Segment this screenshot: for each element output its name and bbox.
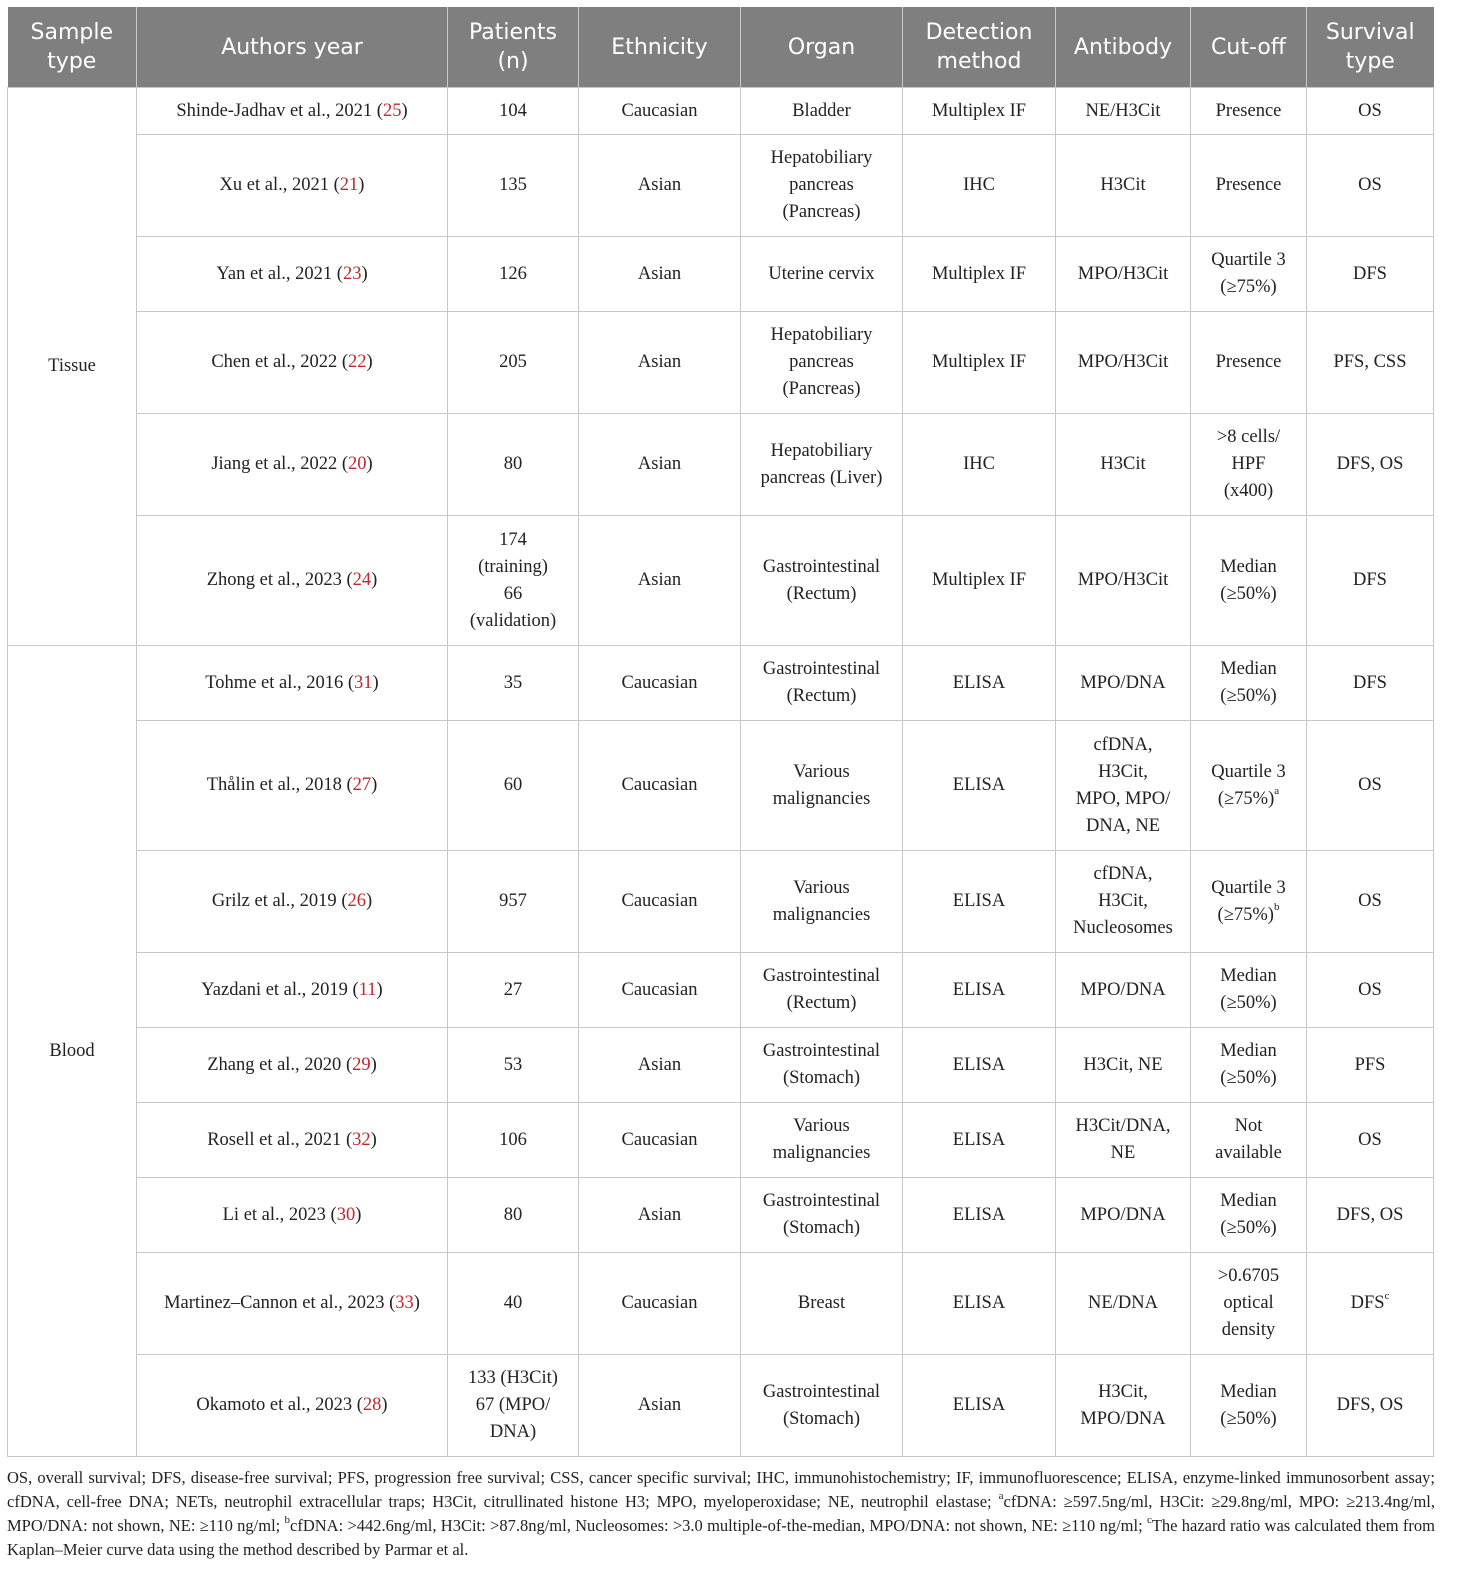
organ-cell: Various malignancies xyxy=(741,721,903,851)
survival-value: DFS, OS xyxy=(1336,1395,1404,1415)
survival-type-cell xyxy=(1307,1253,1434,1355)
antibody-cell: MPO/DNA xyxy=(1056,1178,1191,1253)
patients-cell: 53 xyxy=(448,1028,579,1103)
cutoff-footnote-mark: b xyxy=(1273,901,1280,914)
detection-method-cell: ELISA xyxy=(903,646,1056,721)
header-cutoff: Cut-off xyxy=(1191,7,1307,88)
survival-type-cell xyxy=(1307,516,1434,646)
table-row xyxy=(8,88,1434,135)
author-name: Martinez–Cannon et al., 2023 xyxy=(164,1293,390,1313)
footnote-c: The hazard ratio was calculated them from Kaplan–Meier curve data using the method described by Parmar et al. xyxy=(7,1516,1435,1559)
patients-cell: 106 xyxy=(448,1103,579,1178)
detection-method-cell: Multiplex IF xyxy=(903,516,1056,646)
reference-link[interactable]: 32 xyxy=(352,1129,371,1150)
cutoff-value: Presence xyxy=(1215,175,1282,195)
detection-method-cell: Multiplex IF xyxy=(903,88,1056,135)
antibody-cell: MPO/DNA xyxy=(1056,646,1191,721)
author-name: Jiang et al., 2022 xyxy=(211,454,342,474)
antibody-cell: H3Cit xyxy=(1056,414,1191,516)
ethnicity-cell: Asian xyxy=(579,1028,741,1103)
survival-type-cell xyxy=(1307,851,1434,953)
sample-type-blood: Blood xyxy=(8,646,137,1457)
table-row xyxy=(8,135,1434,237)
author-cell: Martinez–Cannon et al., 2023 (33) xyxy=(137,1253,448,1355)
table-row xyxy=(8,851,1434,953)
reference-link[interactable]: 24 xyxy=(352,570,372,590)
ethnicity-cell: Asian xyxy=(579,237,741,312)
author-name: Yazdani et al., 2019 xyxy=(201,979,353,1000)
header-antibody: Antibody xyxy=(1056,7,1191,88)
header-sample-type: Sample type xyxy=(8,7,137,88)
organ-cell: Bladder xyxy=(741,88,903,135)
survival-value: OS xyxy=(1358,891,1382,911)
reference-link[interactable]: 27 xyxy=(352,775,372,795)
author-name: Grilz et al., 2019 xyxy=(211,891,342,911)
author-name: Shinde-Jadhav et al., 2021 xyxy=(176,100,377,121)
author-cell: Yazdani et al., 2019 (11) xyxy=(137,953,448,1028)
table-row xyxy=(8,1028,1434,1103)
patients-cell: 104 xyxy=(448,88,579,135)
author-cell: Tohme et al., 2016 (31) xyxy=(137,646,448,721)
survival-value: OS xyxy=(1358,979,1382,1000)
author-cell: Zhong et al., 2023 (24) xyxy=(137,516,448,646)
survival-type-cell xyxy=(1307,135,1434,237)
cutoff-value: >0.6705 optical density xyxy=(1217,1266,1280,1340)
cutoff-value: Median (≥50%) xyxy=(1220,966,1277,1013)
reference-link[interactable]: 11 xyxy=(358,979,377,1000)
patients-cell: 80 xyxy=(448,414,579,516)
organ-cell: Hepatobiliary pancreas (Liver) xyxy=(741,414,903,516)
cutoff-cell xyxy=(1191,1178,1307,1253)
footnote-abbreviations: OS, overall survival; DFS, disease-free survival; PFS, progression free survival; CSS, cancer specific survival; IHC, immunohistochemistry; IF, immunofluorescence; ELISA, enzyme-linked immunosorbent assay; cfDNA, cell-free DNA; NETs, neutrophil extracellular traps; H3Cit, citrullinated histone H3; MPO, myeloperoxidase; NE, neutrophil elastase; xyxy=(7,1468,1435,1511)
organ-cell: Hepatobiliary pancreas (Pancreas) xyxy=(741,312,903,414)
survival-type-cell xyxy=(1307,1103,1434,1178)
patients-cell: 27 xyxy=(448,953,579,1028)
patients-cell: 60 xyxy=(448,721,579,851)
table-row xyxy=(8,1355,1434,1457)
reference-link[interactable]: 33 xyxy=(395,1293,414,1313)
antibody-cell: cfDNA, H3Cit, MPO, MPO/ DNA, NE xyxy=(1056,721,1191,851)
reference-link[interactable]: 22 xyxy=(348,352,367,372)
antibody-cell: MPO/H3Cit xyxy=(1056,312,1191,414)
survival-value: DFS, OS xyxy=(1336,454,1404,474)
reference-link[interactable]: 20 xyxy=(348,454,367,474)
cutoff-value: Quartile 3 (≥75%) xyxy=(1211,250,1286,297)
survival-type-cell xyxy=(1307,1178,1434,1253)
ethnicity-cell: Caucasian xyxy=(579,721,741,851)
organ-cell: Various malignancies xyxy=(741,1103,903,1178)
patients-cell: 133 (H3Cit) 67 (MPO/ DNA) xyxy=(448,1355,579,1457)
antibody-cell: H3Cit, NE xyxy=(1056,1028,1191,1103)
cutoff-value: Median (≥50%) xyxy=(1220,556,1277,604)
cutoff-cell xyxy=(1191,1253,1307,1355)
cutoff-cell xyxy=(1191,88,1307,135)
ethnicity-cell: Asian xyxy=(579,414,741,516)
survival-type-cell xyxy=(1307,953,1434,1028)
detection-method-cell: IHC xyxy=(903,414,1056,516)
ethnicity-cell: Caucasian xyxy=(579,88,741,135)
cutoff-value: Presence xyxy=(1215,100,1282,121)
ethnicity-cell: Caucasian xyxy=(579,646,741,721)
footnote-b: cfDNA: >442.6ng/ml, H3Cit: >87.8ng/ml, Nucleosomes: >3.0 multiple-of-the-median, MPO/DNA: not shown, NE: ≥110 ng/ml; xyxy=(290,1516,1147,1535)
footnote-mark-b: b xyxy=(284,1513,291,1526)
reference-link[interactable]: 28 xyxy=(362,1395,382,1415)
antibody-cell: NE/H3Cit xyxy=(1056,88,1191,135)
detection-method-cell: ELISA xyxy=(903,1253,1056,1355)
reference-link[interactable]: 30 xyxy=(336,1204,356,1225)
survival-type-cell xyxy=(1307,414,1434,516)
survival-value: DFS xyxy=(1353,263,1387,284)
table-container xyxy=(7,7,1433,1457)
cutoff-value: Presence xyxy=(1215,352,1282,372)
table-row xyxy=(8,516,1434,646)
detection-method-cell: ELISA xyxy=(903,1028,1056,1103)
patients-cell: 35 xyxy=(448,646,579,721)
antibody-cell: NE/DNA xyxy=(1056,1253,1191,1355)
cutoff-value: Median (≥50%) xyxy=(1220,1041,1277,1088)
cutoff-value: Median (≥50%) xyxy=(1220,659,1277,706)
patients-cell: 174 (training) 66 (validation) xyxy=(448,516,579,646)
header-ethnicity: Ethnicity xyxy=(579,7,741,88)
author-name: Okamoto et al., 2023 xyxy=(196,1395,357,1415)
reference-link[interactable]: 26 xyxy=(347,891,366,911)
survival-footnote-mark: c xyxy=(1384,1289,1390,1302)
table-row xyxy=(8,646,1434,721)
survival-type-cell xyxy=(1307,721,1434,851)
author-name: Li et al., 2023 xyxy=(222,1204,331,1225)
survival-value: OS xyxy=(1358,775,1382,795)
author-cell: Rosell et al., 2021 (32) xyxy=(137,1103,448,1178)
table-row xyxy=(8,721,1434,851)
organ-cell: Gastrointestinal (Stomach) xyxy=(741,1178,903,1253)
survival-value: DFS xyxy=(1350,1293,1385,1313)
detection-method-cell: ELISA xyxy=(903,1355,1056,1457)
author-cell: Chen et al., 2022 (22) xyxy=(137,312,448,414)
organ-cell: Gastrointestinal (Stomach) xyxy=(741,1028,903,1103)
survival-type-cell xyxy=(1307,646,1434,721)
cutoff-value: >8 cells/ HPF (x400) xyxy=(1216,427,1281,501)
survival-value: OS xyxy=(1358,1129,1382,1150)
author-cell: Yan et al., 2021 (23) xyxy=(137,237,448,312)
studies-table xyxy=(7,7,1434,1457)
organ-cell: Uterine cervix xyxy=(741,237,903,312)
survival-value: PFS, CSS xyxy=(1333,352,1407,372)
organ-cell: Gastrointestinal (Rectum) xyxy=(741,646,903,721)
table-row xyxy=(8,414,1434,516)
organ-cell: Gastrointestinal (Rectum) xyxy=(741,516,903,646)
header-row xyxy=(8,7,1434,88)
survival-value: OS xyxy=(1358,100,1382,121)
detection-method-cell: ELISA xyxy=(903,1178,1056,1253)
ethnicity-cell: Caucasian xyxy=(579,1253,741,1355)
reference-link[interactable]: 23 xyxy=(342,263,362,284)
survival-type-cell xyxy=(1307,1355,1434,1457)
survival-value: OS xyxy=(1358,175,1382,195)
cutoff-cell xyxy=(1191,237,1307,312)
detection-method-cell: ELISA xyxy=(903,721,1056,851)
patients-cell: 957 xyxy=(448,851,579,953)
cutoff-value: Quartile 3 (≥75%) xyxy=(1211,877,1286,925)
footnote-mark-c: c xyxy=(1146,1513,1152,1526)
patients-cell: 40 xyxy=(448,1253,579,1355)
ethnicity-cell: Asian xyxy=(579,312,741,414)
author-cell: Xu et al., 2021 (21) xyxy=(137,135,448,237)
table-row xyxy=(8,1103,1434,1178)
cutoff-value: Not available xyxy=(1215,1116,1282,1163)
author-name: Zhong et al., 2023 xyxy=(206,570,347,590)
cutoff-value: Quartile 3 (≥75%) xyxy=(1211,761,1286,809)
author-cell: Jiang et al., 2022 (20) xyxy=(137,414,448,516)
author-name: Zhang et al., 2020 xyxy=(207,1054,346,1075)
survival-value: DFS xyxy=(1353,672,1387,693)
detection-method-cell: Multiplex IF xyxy=(903,312,1056,414)
survival-value: DFS, OS xyxy=(1336,1204,1404,1225)
detection-method-cell: ELISA xyxy=(903,851,1056,953)
footnote-mark-a: a xyxy=(998,1489,1004,1502)
author-cell: Zhang et al., 2020 (29) xyxy=(137,1028,448,1103)
table-row xyxy=(8,1178,1434,1253)
organ-cell: Gastrointestinal (Stomach) xyxy=(741,1355,903,1457)
header-patients: Patients (n) xyxy=(448,7,579,88)
author-name: Xu et al., 2021 xyxy=(219,175,334,195)
cutoff-cell xyxy=(1191,135,1307,237)
patients-cell: 126 xyxy=(448,237,579,312)
cutoff-cell xyxy=(1191,646,1307,721)
antibody-cell: H3Cit, MPO/DNA xyxy=(1056,1355,1191,1457)
ethnicity-cell: Asian xyxy=(579,1178,741,1253)
survival-type-cell xyxy=(1307,312,1434,414)
table-row xyxy=(8,1253,1434,1355)
survival-value: DFS xyxy=(1353,570,1387,590)
antibody-cell: MPO/H3Cit xyxy=(1056,516,1191,646)
organ-cell: Gastrointestinal (Rectum) xyxy=(741,953,903,1028)
organ-cell: Hepatobiliary pancreas (Pancreas) xyxy=(741,135,903,237)
antibody-cell: cfDNA, H3Cit, Nucleosomes xyxy=(1056,851,1191,953)
cutoff-cell xyxy=(1191,1103,1307,1178)
table-body xyxy=(8,88,1434,1457)
header-detection-method: Detection method xyxy=(903,7,1056,88)
reference-link[interactable]: 29 xyxy=(352,1054,371,1075)
reference-link[interactable]: 21 xyxy=(339,175,359,195)
table-footnote xyxy=(7,1466,1435,1562)
sample-type-tissue: Tissue xyxy=(8,88,137,646)
cutoff-cell xyxy=(1191,851,1307,953)
reference-link[interactable]: 25 xyxy=(382,100,402,121)
detection-method-cell: ELISA xyxy=(903,953,1056,1028)
cutoff-cell xyxy=(1191,953,1307,1028)
cutoff-cell xyxy=(1191,414,1307,516)
author-cell: Thålin et al., 2018 (27) xyxy=(137,721,448,851)
cutoff-value: Median (≥50%) xyxy=(1220,1191,1277,1238)
author-name: Yan et al., 2021 xyxy=(216,263,337,284)
ethnicity-cell: Caucasian xyxy=(579,953,741,1028)
ethnicity-cell: Asian xyxy=(579,516,741,646)
ethnicity-cell: Asian xyxy=(579,135,741,237)
cutoff-cell xyxy=(1191,721,1307,851)
author-cell: Grilz et al., 2019 (26) xyxy=(137,851,448,953)
survival-type-cell xyxy=(1307,88,1434,135)
cutoff-value: Median (≥50%) xyxy=(1220,1381,1277,1429)
cutoff-footnote-mark: a xyxy=(1274,785,1280,798)
survival-type-cell xyxy=(1307,1028,1434,1103)
ethnicity-cell: Asian xyxy=(579,1355,741,1457)
table-row xyxy=(8,312,1434,414)
detection-method-cell: IHC xyxy=(903,135,1056,237)
patients-cell: 205 xyxy=(448,312,579,414)
table-row xyxy=(8,953,1434,1028)
author-name: Thålin et al., 2018 xyxy=(206,775,347,795)
author-cell: Shinde-Jadhav et al., 2021 (25) xyxy=(137,88,448,135)
antibody-cell: H3Cit/DNA, NE xyxy=(1056,1103,1191,1178)
antibody-cell: H3Cit xyxy=(1056,135,1191,237)
organ-cell: Breast xyxy=(741,1253,903,1355)
detection-method-cell: Multiplex IF xyxy=(903,237,1056,312)
footnote-a: cfDNA: ≥597.5ng/ml, H3Cit: ≥29.8ng/ml, MPO: ≥213.4ng/ml, MPO/DNA: not shown, NE: ≥110 ng/ml; xyxy=(7,1492,1435,1535)
header-survival-type: Survival type xyxy=(1307,7,1434,88)
survival-type-cell xyxy=(1307,237,1434,312)
header-organ: Organ xyxy=(741,7,903,88)
ethnicity-cell: Caucasian xyxy=(579,851,741,953)
survival-value: PFS xyxy=(1354,1054,1386,1075)
cutoff-cell xyxy=(1191,1355,1307,1457)
detection-method-cell: ELISA xyxy=(903,1103,1056,1178)
patients-cell: 135 xyxy=(448,135,579,237)
organ-cell: Various malignancies xyxy=(741,851,903,953)
antibody-cell: MPO/H3Cit xyxy=(1056,237,1191,312)
reference-link[interactable]: 31 xyxy=(354,672,373,693)
table-row xyxy=(8,237,1434,312)
author-name: Tohme et al., 2016 xyxy=(205,672,348,693)
author-cell: Li et al., 2023 (30) xyxy=(137,1178,448,1253)
header-authors-year: Authors year xyxy=(137,7,448,88)
author-name: Rosell et al., 2021 xyxy=(207,1129,346,1150)
cutoff-cell xyxy=(1191,1028,1307,1103)
author-cell: Okamoto et al., 2023 (28) xyxy=(137,1355,448,1457)
ethnicity-cell: Caucasian xyxy=(579,1103,741,1178)
author-name: Chen et al., 2022 xyxy=(211,352,342,372)
antibody-cell: MPO/DNA xyxy=(1056,953,1191,1028)
cutoff-cell xyxy=(1191,312,1307,414)
cutoff-cell xyxy=(1191,516,1307,646)
patients-cell: 80 xyxy=(448,1178,579,1253)
